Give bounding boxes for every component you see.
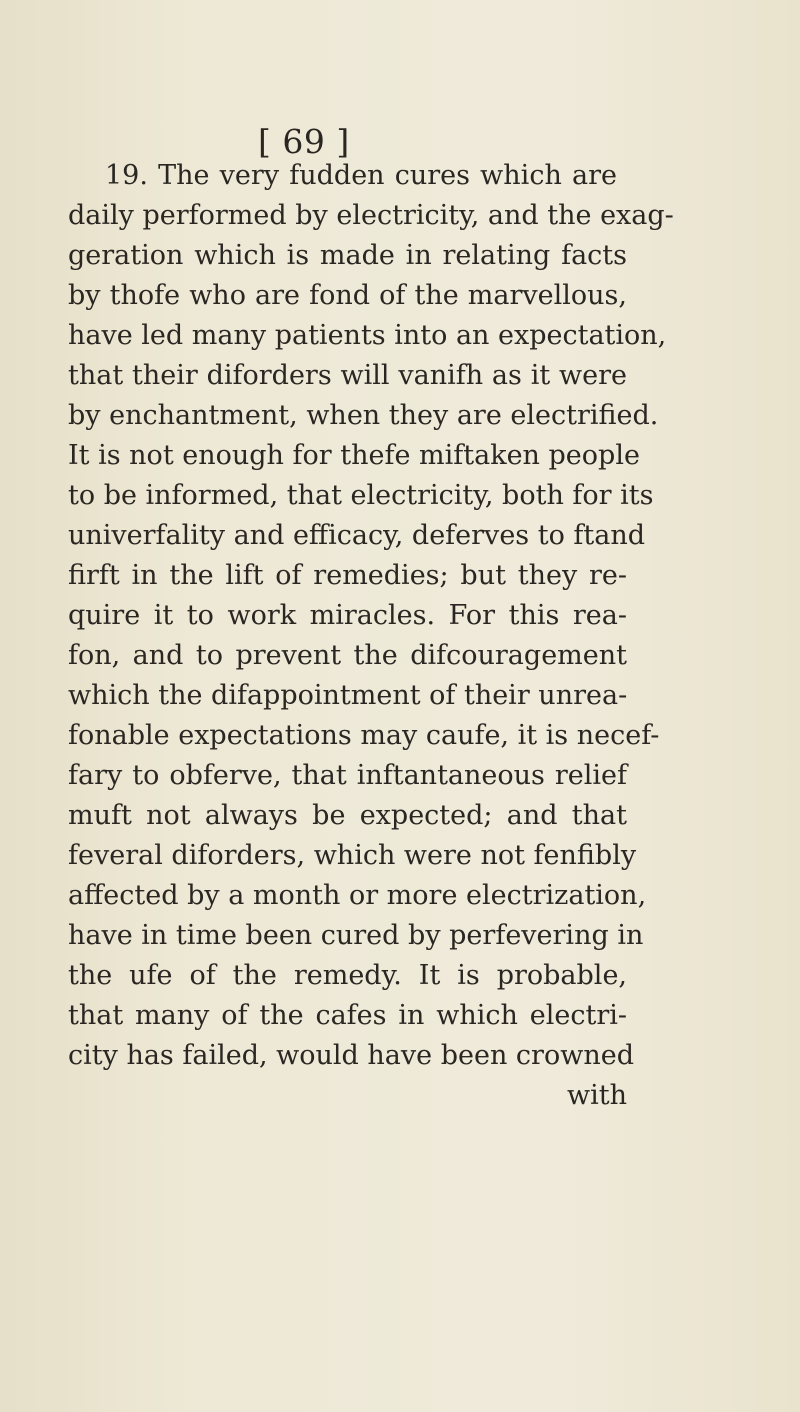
text-line: affected by a month or more electrization, [68,880,647,911]
text-line: quire it to work miracles. For this rea- [68,600,627,631]
text-line: which the difappointment of their unrea- [68,680,628,711]
text-line: univerfality and efficacy, deferves to ftand [68,520,646,551]
text-line: city has failed, would have been crowned [68,1040,634,1071]
text-line: It is not enough for thefe miftaken people [68,440,640,471]
text-line: have led many patients into an expectation, [68,320,667,351]
text-line: muft not always be expected; and that [68,800,627,831]
text-line: 19. The very fudden cures which are [105,160,617,191]
text-line: the ufe of the remedy. It is probable, [68,960,627,991]
text-line: daily performed by electricity, and the exag- [68,200,674,231]
text-line: firft in the lift of remedies; but they re- [68,560,627,591]
text-line: fary to obferve, that inftantaneous relief [68,760,627,791]
page-number: [ 69 ] [258,122,350,161]
text-line: fon, and to prevent the difcouragement [68,640,627,671]
text-line: have in time been cured by perfevering in [68,920,644,951]
text-line: fonable expectations may caufe, it is necef- [68,720,660,751]
catchword: with [567,1080,627,1111]
text-line: that many of the cafes in which electri- [68,1000,627,1031]
text-line: by thofe who are fond of the marvellous, [68,280,627,311]
text-line: feveral diforders, which were not fenfibly [68,840,637,871]
text-line: that their diforders will vanifh as it were [68,360,627,391]
text-line: to be informed, that electricity, both for its [68,480,654,511]
text-line: by enchantment, when they are electrified. [68,400,659,431]
text-line: geration which is made in relating facts [68,240,627,271]
